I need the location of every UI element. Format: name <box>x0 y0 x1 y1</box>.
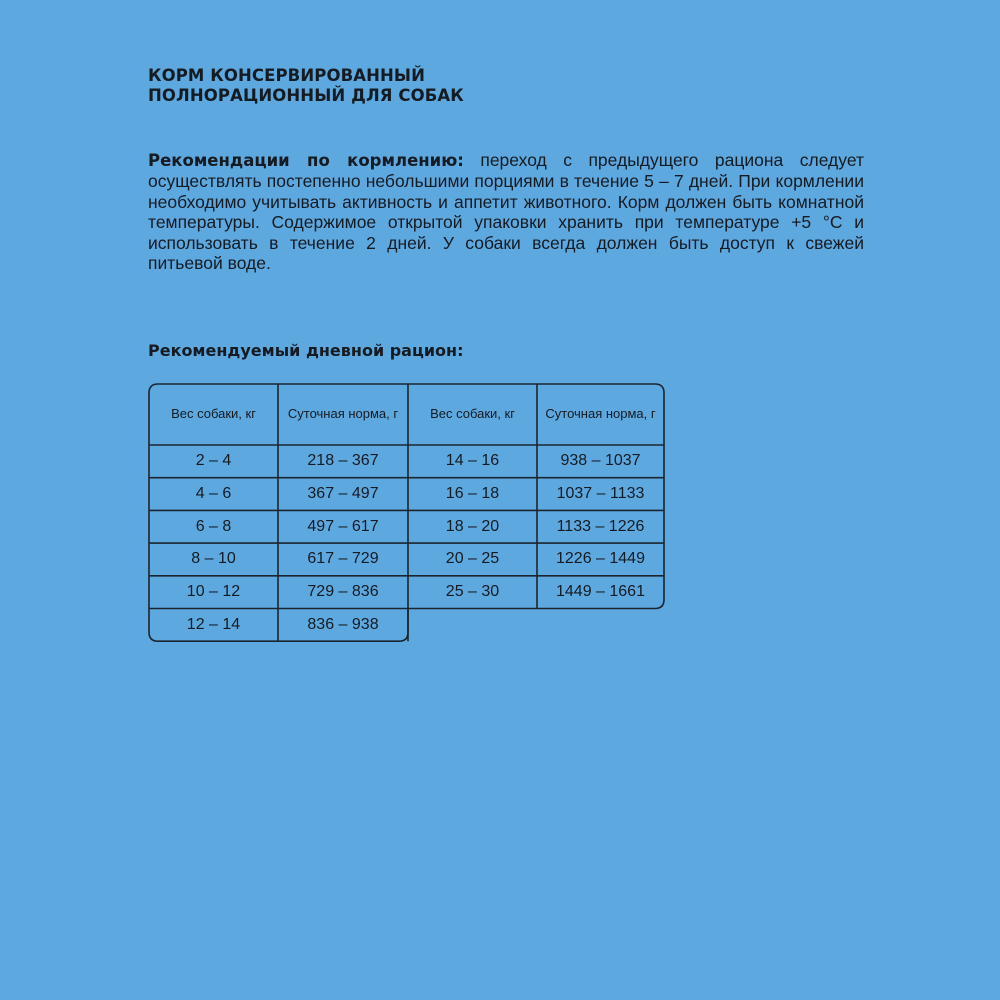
daily-norm-cell: 836 – 938 <box>307 615 379 633</box>
product-title-line-2: ПОЛНОРАЦИОННЫЙ ДЛЯ СОБАК <box>148 86 464 105</box>
dog-weight-cell: 10 – 12 <box>186 583 241 601</box>
column-header: Суточная норма, г <box>545 406 656 421</box>
daily-ration-heading: Рекомендуемый дневной рацион: <box>148 341 464 360</box>
daily-norm-cell: 1133 – 1226 <box>556 517 645 535</box>
daily-norm-cell: 1226 – 1449 <box>556 550 645 568</box>
dog-weight-cell: 8 – 10 <box>191 550 236 568</box>
feeding-recommendations-label: Рекомендации по кормлению: <box>148 151 464 170</box>
product-title-line-1: КОРМ КОНСЕРВИРОВАННЫЙ <box>148 66 426 85</box>
daily-norm-cell: 938 – 1037 <box>560 452 641 470</box>
dog-weight-cell: 14 – 16 <box>445 452 500 470</box>
table-outline <box>149 384 664 641</box>
daily-norm-cell: 218 – 367 <box>307 452 379 470</box>
column-header: Вес собаки, кг <box>171 406 256 421</box>
daily-norm-cell: 367 – 497 <box>307 485 379 503</box>
dog-weight-cell: 25 – 30 <box>445 583 500 601</box>
product-title <box>148 66 464 106</box>
dog-weight-cell: 16 – 18 <box>445 485 500 503</box>
dog-weight-cell: 6 – 8 <box>195 517 232 535</box>
column-header: Суточная норма, г <box>287 406 399 421</box>
feeding-recommendations <box>148 150 864 273</box>
feeding-recommendations-text: переход с предыдущего рациона следует осуществлять постепенно небольшими порциями в течение 5 – 7 дней. При кормлении необходимо учитывать активность и аппетит животного. Корм должен быть комнатной температуры. Содержимое открытой упаковки хранить при температуре +5 °С и использовать в течение 2 дней. У собаки всегда должен быть доступ к свежей питьевой воде. <box>148 150 864 274</box>
dog-weight-cell: 18 – 20 <box>445 517 500 535</box>
daily-norm-cell: 497 – 617 <box>307 517 379 535</box>
column-header: Вес собаки, кг <box>430 406 515 421</box>
dog-weight-cell: 2 – 4 <box>195 452 232 470</box>
dog-weight-cell: 4 – 6 <box>195 485 232 503</box>
daily-norm-cell: 729 – 836 <box>307 583 379 601</box>
dog-weight-cell: 12 – 14 <box>186 615 241 633</box>
daily-norm-cell: 1449 – 1661 <box>556 583 645 601</box>
daily-norm-cell: 1037 – 1133 <box>556 485 645 503</box>
daily-norm-cell: 617 – 729 <box>307 550 379 568</box>
dog-weight-cell: 20 – 25 <box>445 550 500 568</box>
